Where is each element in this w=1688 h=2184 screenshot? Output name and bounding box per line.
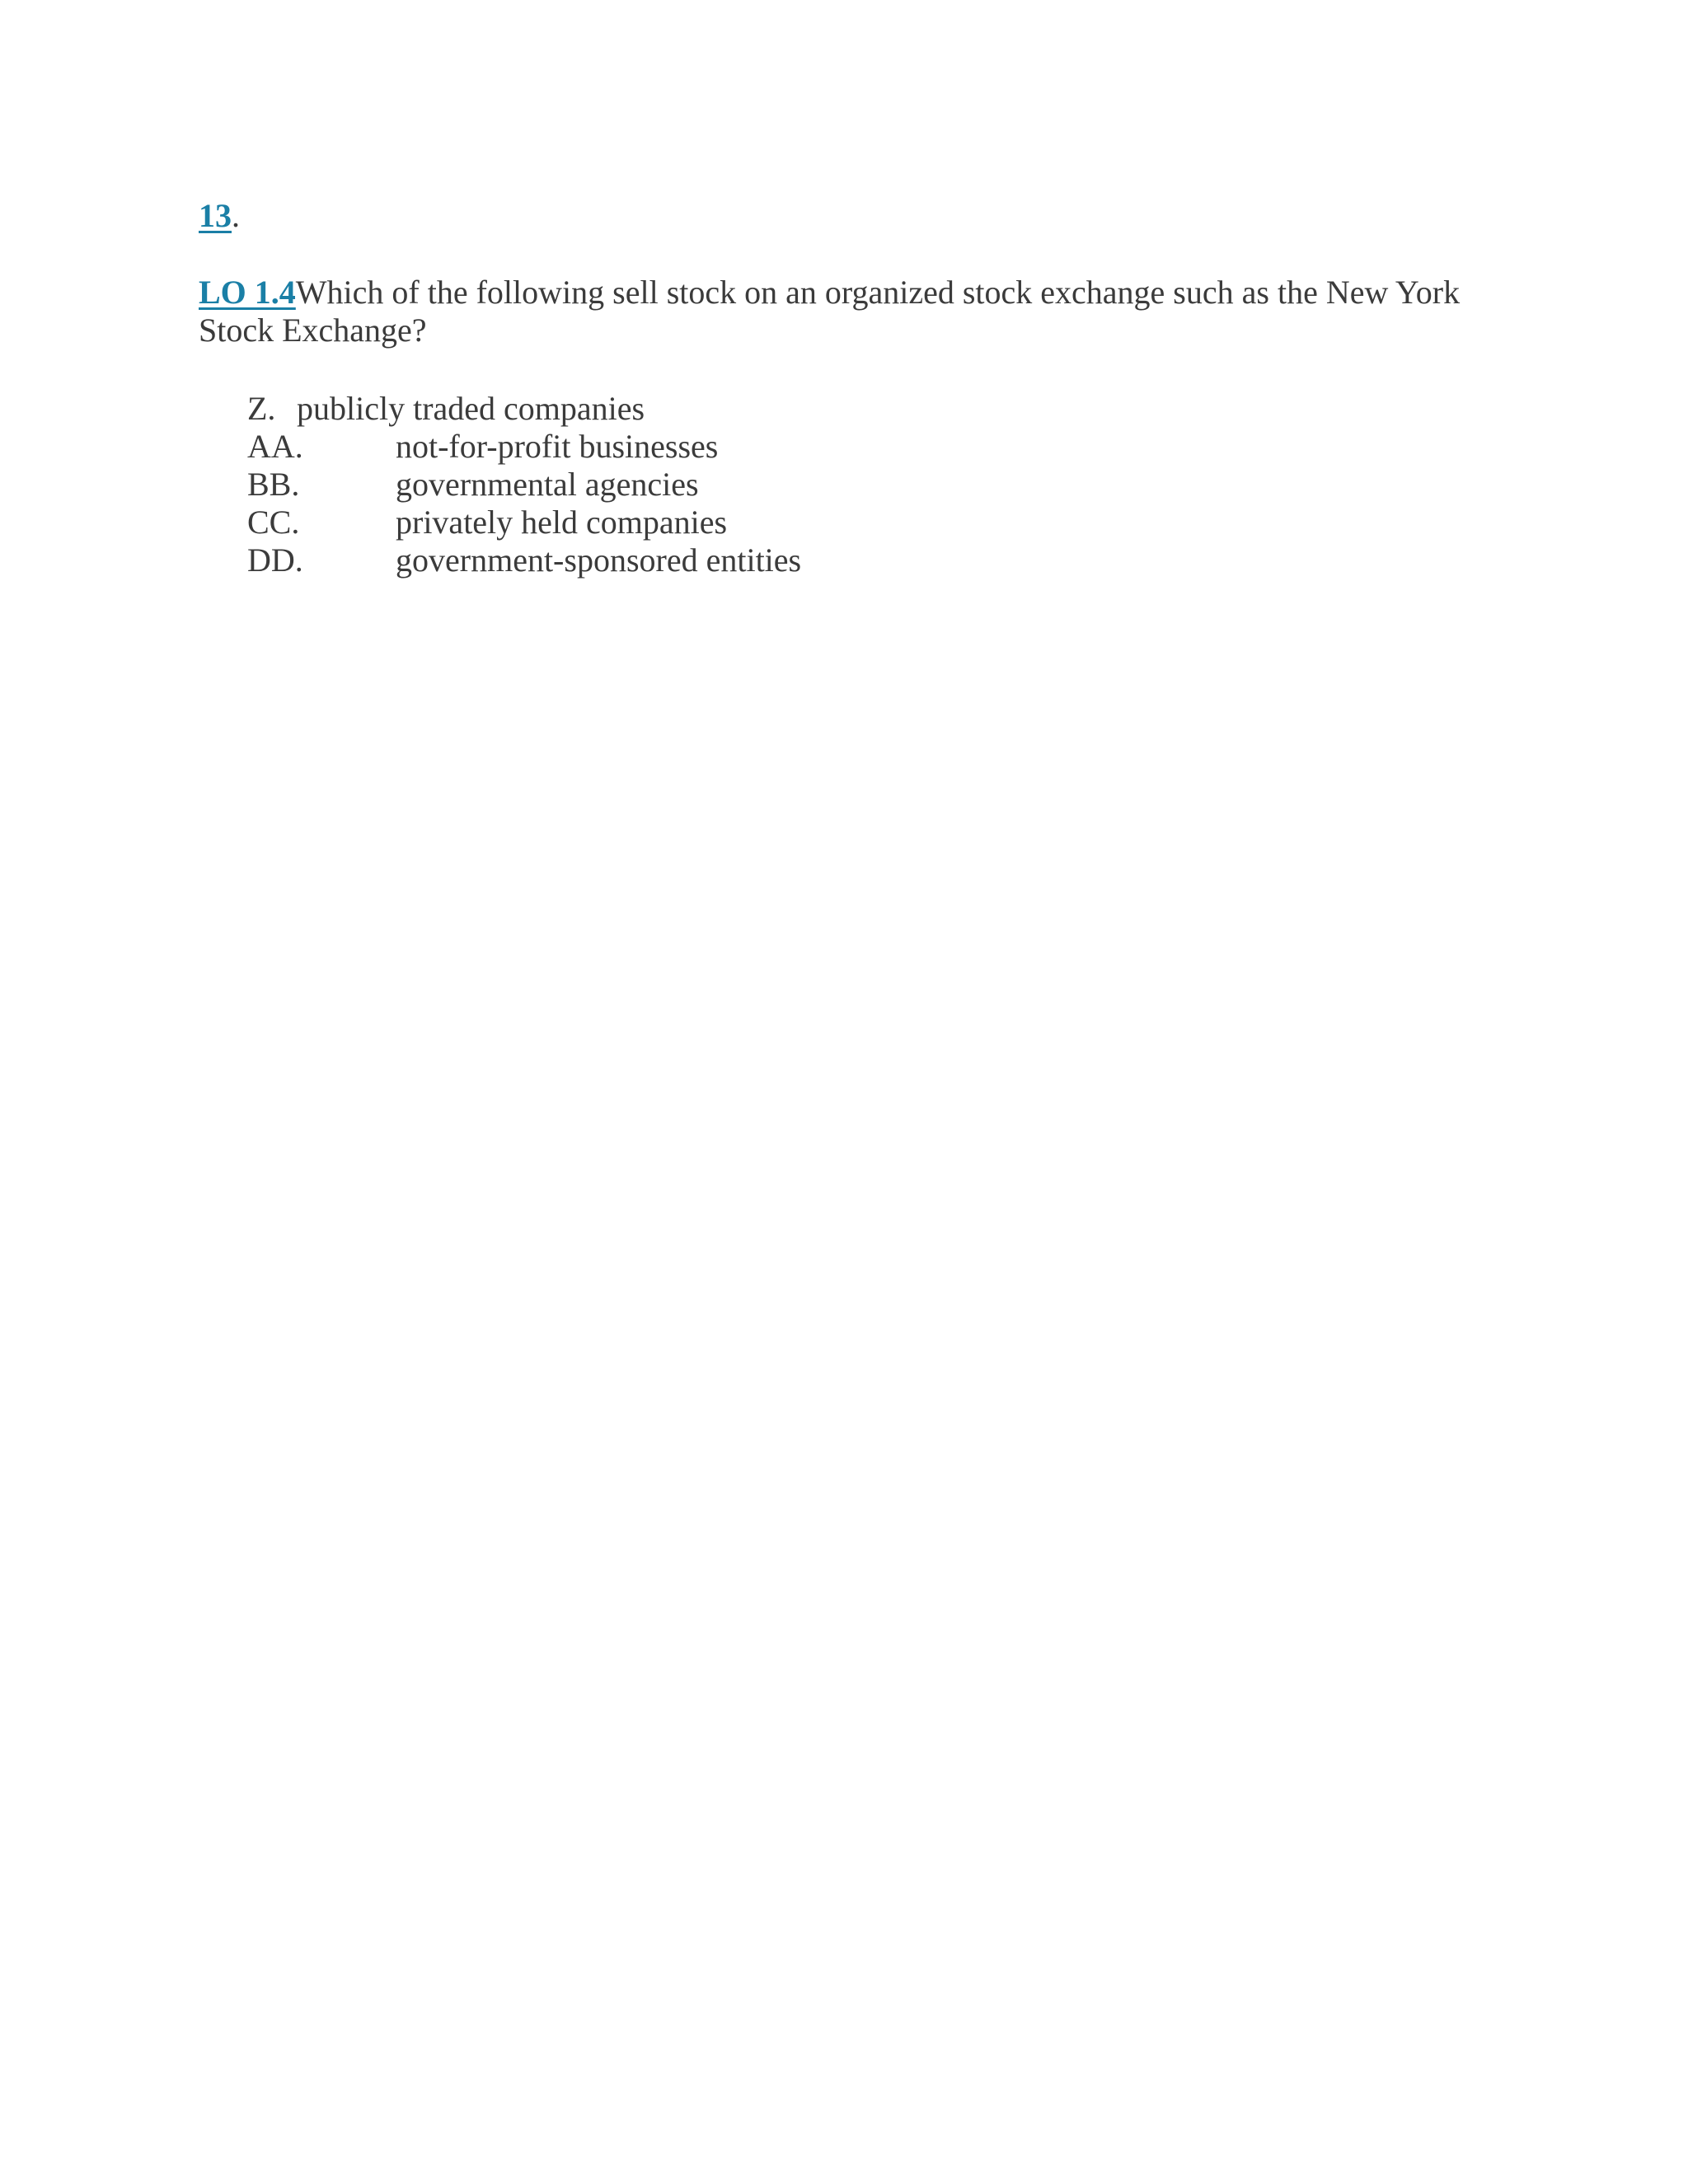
option-text: publicly traded companies	[297, 390, 645, 427]
option-letter: BB.	[247, 466, 300, 503]
option-text: government-sponsored entities	[396, 541, 802, 579]
question-number-line	[199, 196, 240, 236]
option-letter: DD.	[247, 541, 303, 579]
option-letter: CC.	[247, 504, 300, 541]
option-letter: AA.	[247, 428, 303, 465]
question-text: Which of the following sell stock on an organized stock exchange such as the New York Stock Exchange?	[199, 274, 1461, 349]
option-letter: Z.	[247, 390, 276, 427]
question-text-block	[199, 274, 1484, 349]
question-number-suffix: .	[232, 197, 240, 234]
option-text: not-for-profit businesses	[396, 428, 719, 465]
option-text: privately held companies	[396, 504, 728, 541]
learning-objective-link[interactable]: LO 1.4	[199, 274, 296, 311]
option-text: governmental agencies	[396, 466, 699, 503]
question-number-link[interactable]: 13	[199, 197, 232, 234]
